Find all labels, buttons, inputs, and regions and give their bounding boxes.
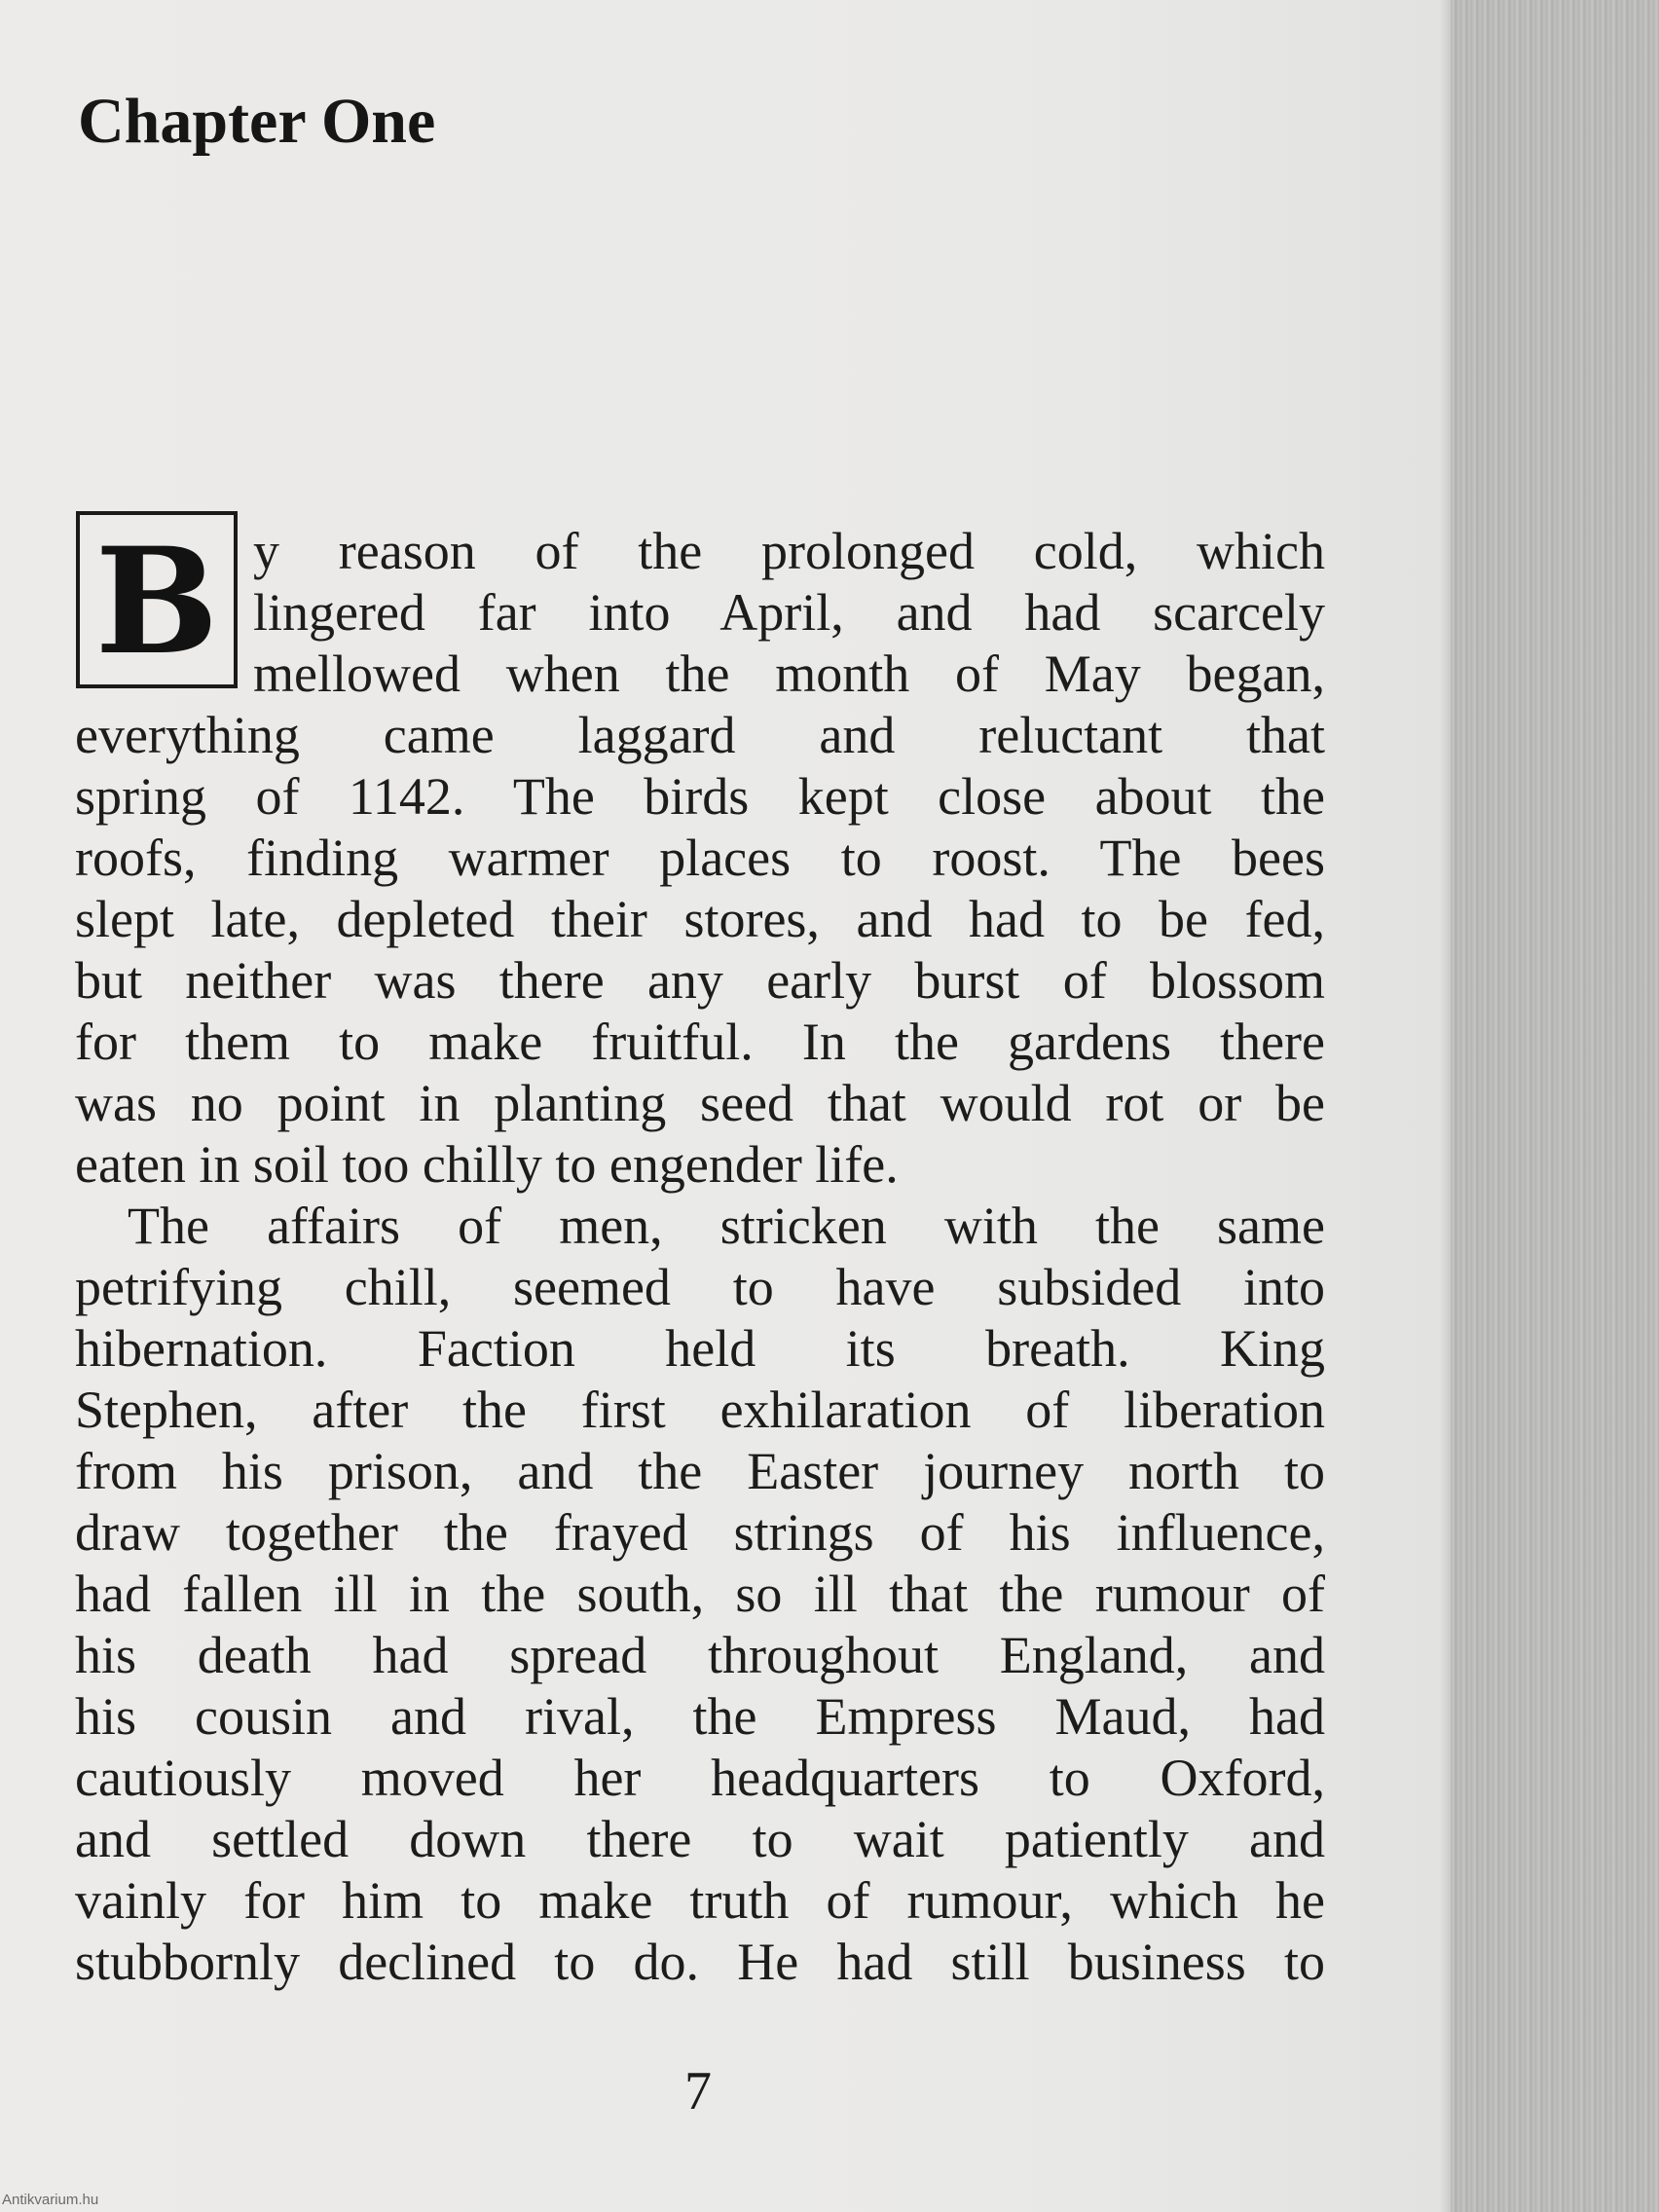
chapter-title: Chapter One xyxy=(78,86,436,157)
text-line: had fallen ill in the south, so ill that the rumour of xyxy=(75,1565,1325,1623)
text-line: stubbornly declined to do. He had still business to xyxy=(75,1933,1325,1991)
text-line: was no point in planting seed that would rot or be xyxy=(75,1074,1325,1132)
text-line: for them to make fruitful. In the gardens there xyxy=(75,1013,1325,1071)
text-line: Stephen, after the first exhilaration of liberation xyxy=(75,1381,1325,1439)
drop-cap-letter: B xyxy=(94,516,219,687)
page-stack-edge xyxy=(1451,0,1659,2212)
text-line: mellowed when the month of May began, xyxy=(253,645,1325,703)
text-line: from his prison, and the Easter journey north to xyxy=(75,1442,1325,1500)
text-line: roofs, finding warmer places to roost. The bees xyxy=(75,829,1325,887)
text-line: slept late, depleted their stores, and had to be fed, xyxy=(75,890,1325,948)
page-number: 7 xyxy=(684,2061,712,2121)
text-line: and settled down there to wait patiently and xyxy=(75,1810,1325,1868)
text-line: hibernation. Faction held its breath. King xyxy=(75,1319,1325,1378)
text-line: petrifying chill, seemed to have subsided into xyxy=(75,1258,1325,1316)
text-line: everything came laggard and reluctant that xyxy=(75,706,1325,764)
paragraph-2 xyxy=(75,1196,1325,1993)
watermark: Antikvarium.hu xyxy=(2,2192,99,2208)
text-line: draw together the frayed strings of his influence, xyxy=(75,1503,1325,1562)
text-line: cautiously moved her headquarters to Oxford, xyxy=(75,1749,1325,1807)
text-line: vainly for him to make truth of rumour, which he xyxy=(75,1871,1325,1930)
paragraph-1 xyxy=(75,516,1325,1196)
text-line: his cousin and rival, the Empress Maud, had xyxy=(75,1687,1325,1746)
text-line: The affairs of men, stricken with the same xyxy=(128,1197,1325,1255)
text-line: lingered far into April, and had scarcely xyxy=(253,583,1325,642)
text-line: y reason of the prolonged cold, which xyxy=(253,522,1325,580)
text-line: eaten in soil too chilly to engender life. xyxy=(75,1135,899,1194)
body-text xyxy=(75,516,1325,1993)
text-line: spring of 1142. The birds kept close about the xyxy=(75,767,1325,826)
text-line: his death had spread throughout England, and xyxy=(75,1626,1325,1684)
text-line: but neither was there any early burst of blossom xyxy=(75,951,1325,1010)
